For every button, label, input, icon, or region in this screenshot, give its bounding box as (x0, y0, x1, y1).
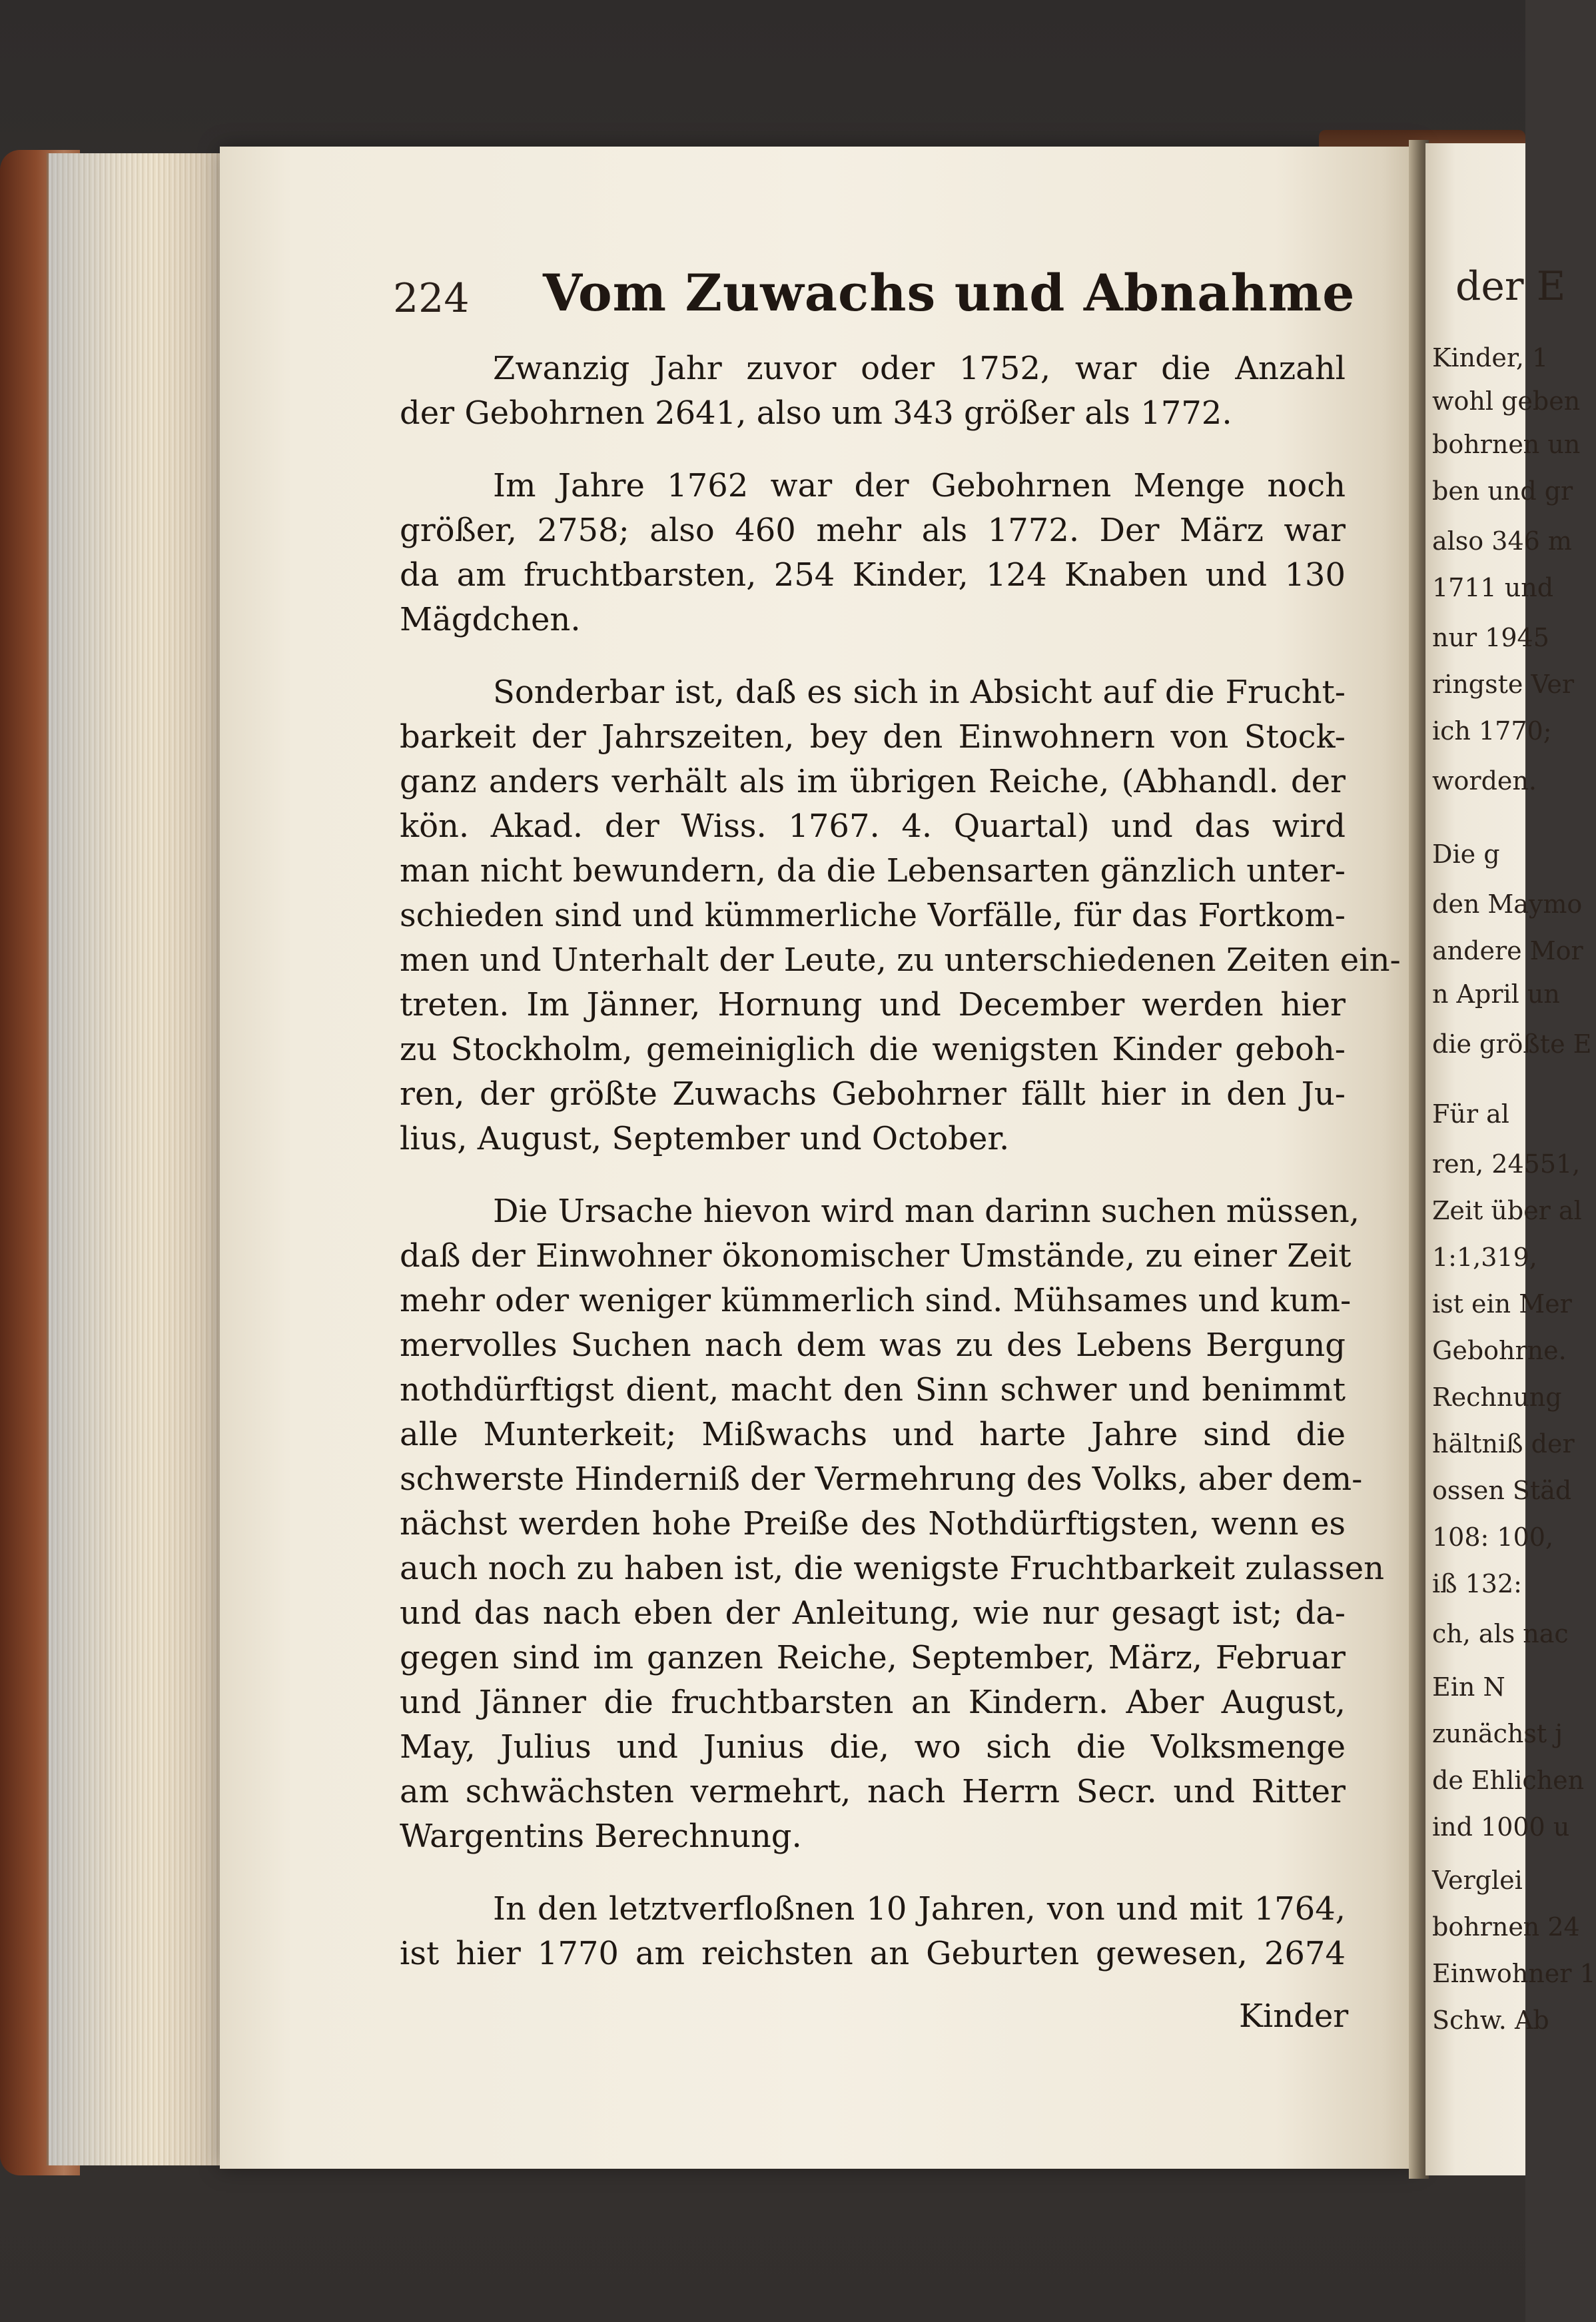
text-line: daß der Einwohner ökonomischer Umstände, zu einer Zeit (400, 1237, 1352, 1275)
paragraph-4 (400, 1189, 1385, 1859)
next-page-line: Einwohner 1 (1432, 1959, 1596, 1988)
next-page-line: ben und gr (1432, 476, 1573, 506)
catchword: Kinder (1239, 1998, 1349, 2035)
next-page-line: die größte E (1432, 1029, 1592, 1059)
running-head-title: Vom Zuwachs und Abnahme (543, 263, 1356, 322)
next-page-line: worden. (1432, 766, 1537, 796)
text-line: schwerste Hinderniß der Vermehrung des Volks, aber dem- (400, 1460, 1363, 1498)
next-page-line: andere Mor (1432, 936, 1583, 965)
text-line: barkeit der Jahrszeiten, bey den Einwohnern von Stock- (400, 718, 1346, 756)
next-page-line: wohl geben (1432, 386, 1581, 416)
next-page-line: ren, 24551, (1432, 1149, 1581, 1179)
text-line: Im Jahre 1762 war der Gebohrnen Menge noch (493, 467, 1346, 504)
text-line: größer, 2758; also 460 mehr als 1772. Der März war (400, 512, 1346, 549)
running-head (393, 263, 1356, 336)
next-page-line: de Ehlichen (1432, 1766, 1585, 1795)
text-line: ganz anders verhält als im übrigen Reiche, (Abhandl. der (400, 763, 1346, 800)
next-page-line: ich 1770; (1432, 716, 1552, 746)
text-line: Die Ursache hievon wird man darinn suchen müssen, (493, 1193, 1360, 1230)
text-line: men und Unterhalt der Leute, zu unterschiedenen Zeiten ein- (400, 941, 1401, 979)
next-page-line: Ein N (1432, 1672, 1505, 1702)
next-page-line: nur 1945 (1432, 623, 1549, 652)
next-page-line: Gebohrne. (1432, 1336, 1567, 1365)
next-page-line: also 346 m (1432, 526, 1572, 556)
next-page-line: iß 132: (1432, 1569, 1522, 1598)
text-line: und das nach eben der Anleitung, wie nur gesagt ist; da- (400, 1594, 1346, 1632)
next-page-line: ossen Städ (1432, 1476, 1572, 1505)
next-page-line: Für al (1432, 1099, 1509, 1129)
next-page-line: Kinder, 1 (1432, 343, 1549, 372)
text-line: alle Munterkeit; Mißwachs und harte Jahre sind die (400, 1416, 1346, 1453)
text-line: mehr oder weniger kümmerlich sind. Mühsames und kum- (400, 1282, 1352, 1319)
text-line: ren, der größte Zuwachs Gebohrner fällt hier in den Ju- (400, 1075, 1346, 1113)
text-line: auch noch zu haben ist, die wenigste Fruchtbarkeit zulassen (400, 1550, 1385, 1587)
next-page-line: n April un (1432, 979, 1560, 1009)
next-page-line: Schw. Ab (1432, 2006, 1549, 2035)
page-edges-stack (47, 153, 225, 2165)
text-line: schieden sind und kümmerliche Vorfälle, für das Fortkom- (400, 897, 1346, 934)
text-line: der Gebohrnen 2641, also um 343 größer als 1772. (400, 394, 1232, 432)
text-line: ist hier 1770 am reichsten an Geburten gewesen, 2674 (400, 1935, 1346, 1972)
body-text (400, 346, 1401, 1976)
next-page-line: zunächst j (1432, 1719, 1563, 1748)
text-line: mervolles Suchen nach dem was zu des Lebens Bergung (400, 1327, 1346, 1364)
next-page-line: ind 1000 u (1432, 1812, 1570, 1842)
text-line: nothdürftigst dient, macht den Sinn schwer und benimmt (400, 1371, 1346, 1409)
next-page-line: der E (1455, 263, 1566, 310)
text-line: kön. Akad. der Wiss. 1767. 4. Quartal) und das wird (400, 808, 1346, 845)
next-page-line: ist ein Mer (1432, 1289, 1572, 1319)
text-line: In den letztverfloßnen 10 Jahren, von und mit 1764, (493, 1890, 1346, 1928)
text-line: man nicht bewundern, da die Lebensarten gänzlich unter- (400, 852, 1346, 889)
text-line: May, Julius und Junius die, wo sich die Volksmenge (400, 1728, 1346, 1766)
paragraph-5 (400, 1887, 1346, 1976)
paragraph-3 (400, 670, 1401, 1161)
next-page-line: 1:1,319, (1432, 1243, 1537, 1272)
text-line: zu Stockholm, gemeiniglich die wenigsten Kinder geboh- (400, 1031, 1346, 1068)
text-line: Mägdchen. (400, 601, 581, 638)
text-line: lius, August, September und October. (400, 1120, 1010, 1157)
next-page-line: Die g (1432, 840, 1500, 869)
next-page-line: 1711 und (1432, 573, 1554, 602)
next-page-line: 108: 100, (1432, 1522, 1554, 1552)
text-line: nächst werden hohe Preiße des Nothdürftigsten, wenn es (400, 1505, 1346, 1542)
next-page-line: bohrnen un (1432, 430, 1581, 459)
next-page-line: den Maymo (1432, 889, 1583, 919)
next-page-line: Zeit über al (1432, 1196, 1582, 1225)
next-page-line: hältniß der (1432, 1429, 1575, 1458)
text-line: Sonderbar ist, daß es sich in Absicht auf die Frucht- (493, 674, 1346, 711)
text-line: treten. Im Jänner, Hornung und December werden hier (400, 986, 1346, 1023)
next-page-line: ringste Ver (1432, 670, 1575, 699)
paragraph-2 (400, 464, 1346, 642)
paragraph-1 (400, 346, 1346, 436)
page-number: 224 (393, 275, 470, 322)
text-line: Wargentins Berechnung. (400, 1818, 802, 1855)
next-page-line: Verglei (1432, 1866, 1523, 1895)
text-line: und Jänner die fruchtbarsten an Kindern. Aber August, (400, 1684, 1346, 1721)
text-line: Zwanzig Jahr zuvor oder 1752, war die Anzahl (493, 350, 1346, 387)
next-page-line: bohrnen 24 (1432, 1912, 1580, 1942)
next-page-line: ch, als nac (1432, 1619, 1569, 1648)
text-line: gegen sind im ganzen Reiche, September, März, Februar (400, 1639, 1346, 1676)
text-line: am schwächsten vermehrt, nach Herrn Secr. und Ritter (400, 1773, 1346, 1810)
text-line: da am fruchtbarsten, 254 Kinder, 124 Knaben und 130 (400, 556, 1346, 594)
next-page-line: Rechnung (1432, 1383, 1562, 1412)
